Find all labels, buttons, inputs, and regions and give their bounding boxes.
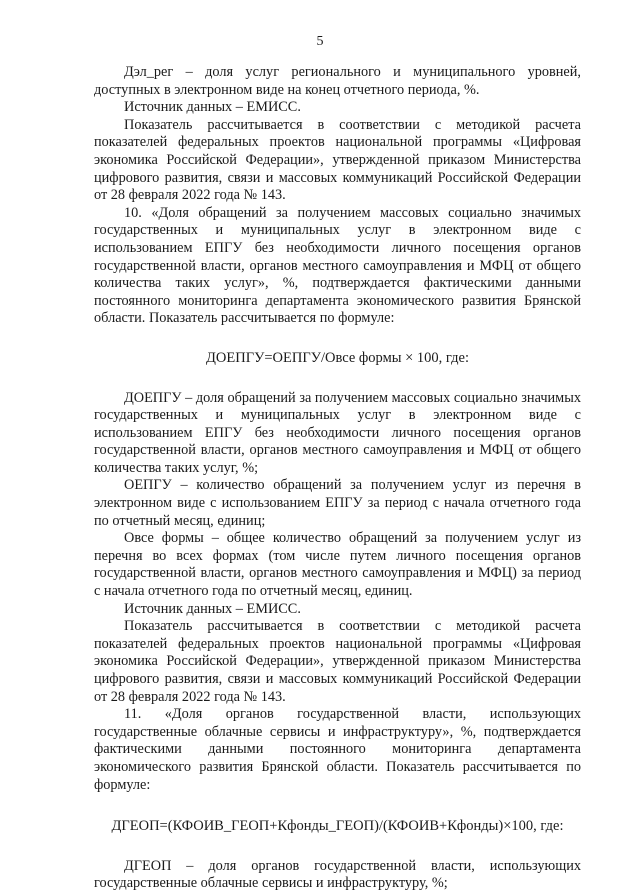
- formula-doepgu: ДОЕПГУ=ОЕПГУ/Овсе формы × 100, где:: [206, 349, 469, 366]
- formula-dgeop: ДГЕОП=(КФОИВ_ГЕОП+Кфонды_ГЕОП)/(КФОИВ+Кфонды)×100, где:: [111, 818, 564, 835]
- paragraph-del-reg-definition: Дэл_рег – доля услуг регионального и муниципального уровней, доступных в электронном виде на конец отчетного периода, %.: [94, 64, 581, 98]
- paragraph-data-source-2: Источник данных – ЕМИСС.: [124, 600, 301, 617]
- paragraph-indicator-11: 11. «Доля органов государственной власти, использующих государственные облачные сервисы и инфраструктуру», %, подтверждается фактическими данными постоянного мониторинга департамента экономического развития Брянской области. Показатель рассчитывается по формуле:: [94, 706, 581, 793]
- paragraph-indicator-10: 10. «Доля обращений за получением массовых социально значимых государственных и муниципальных услуг в электронном виде с использованием ЕПГУ без необходимости личного посещения органов государственной власти, органов местного самоуправления и МФЦ от общего количества таких услуг», %, подтверждается фактическими данными постоянного мониторинга департамента экономического развития Брянской области. Показатель рассчитывается по формуле:: [94, 204, 581, 327]
- paragraph-oepgu-definition: ОЕПГУ – количество обращений за получением услуг из перечня в электронном виде с использованием ЕПГУ за период с начала отчетного года по отчетный месяц, единиц;: [94, 477, 581, 529]
- paragraph-methodology: Показатель рассчитывается в соответствии с методикой расчета показателей федеральных проектов национальной программы «Цифровая экономика Российской Федерации», утвержденной приказом Министерства цифрового развития, связи и массовых коммуникаций Российской Федерации от 28 февраля 2022 года № 143.: [94, 116, 581, 204]
- paragraph-methodology-2: Показатель рассчитывается в соответствии с методикой расчета показателей федеральных проектов национальной программы «Цифровая экономика Российской Федерации», утвержденной приказом Министерства цифрового развития, связи и массовых коммуникаций Российской Федерации от 28 февраля 2022 года № 143.: [94, 618, 581, 705]
- paragraph-data-source: Источник данных – ЕМИСС.: [124, 99, 301, 116]
- paragraph-dgeop-definition: ДГЕОП – доля органов государственной власти, использующих государственные облачные сервисы и инфраструктуру, %;: [94, 857, 581, 892]
- paragraph-ovse-definition: Овсе формы – общее количество обращений за получением услуг из перечня во всех формах (том числе путем личного посещения органов государственной власти, органов местного самоуправления и МФЦ) за период с начала отчетного года по отчетный месяц, единиц.: [94, 530, 581, 600]
- page-number: 5: [316, 34, 324, 49]
- document-body: [94, 64, 581, 893]
- paragraph-doepgu-definition: ДОЕПГУ – доля обращений за получением массовых социально значимых государственных и муниципальных услуг в электронном виде с использованием ЕПГУ без необходимости личного посещения органов государственной власти, органов местного самоуправления и МФЦ от общего количества таких услуг, %;: [94, 389, 581, 476]
